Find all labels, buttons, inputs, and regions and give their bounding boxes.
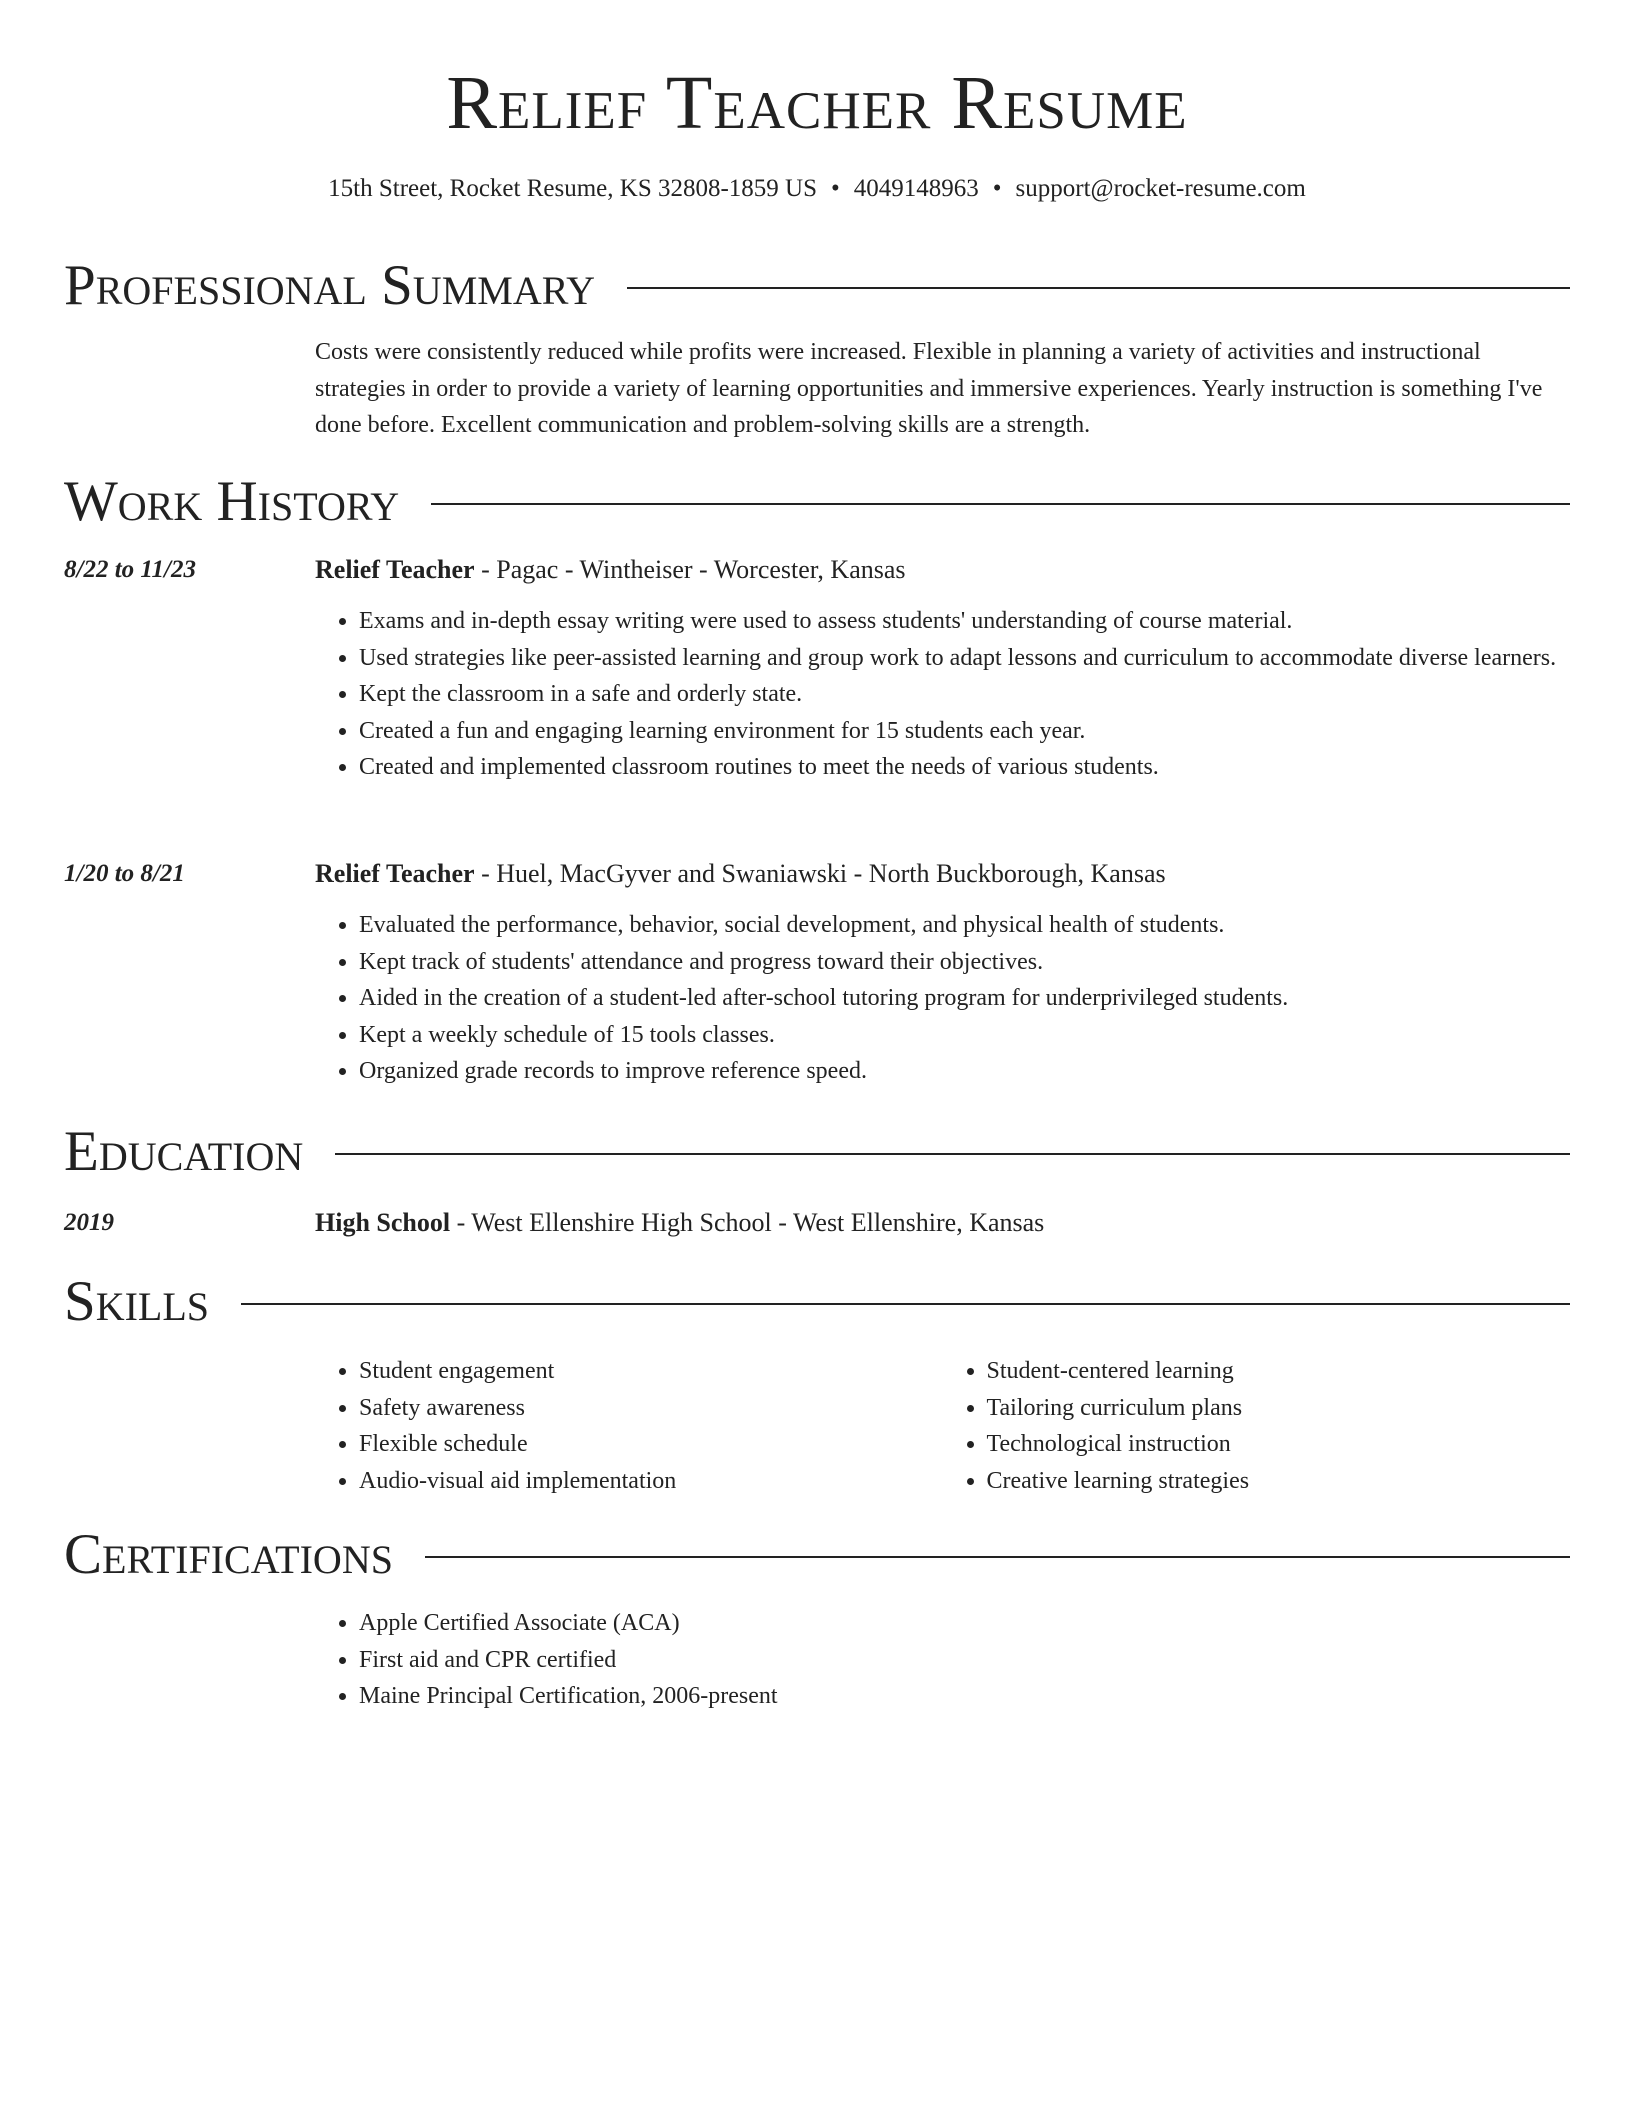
list-item: • Used strategies like peer-assisted learning and group work to adapt lessons and curriculum to accommodate diverse learners.: [359, 640, 1570, 677]
job-dates: 8/22 to 11/23: [64, 556, 196, 583]
job-heading: [315, 553, 1570, 587]
job-employer: - Pagac - Wintheiser - Worcester, Kansas: [474, 555, 906, 584]
education-entry: [315, 1206, 1570, 1240]
skill-item: • Creative learning strategies: [987, 1463, 1571, 1500]
summary-text: Costs were consistently reduced while profits were increased. Flexible in planning a variety of activities and instructional strategies in order to provide a variety of learning opportunities and immersive experiences. Yearly instruction is something I've done before. Excellent communication and problem-solving skills are a strength.: [315, 339, 1543, 438]
section-divider: [425, 1556, 1570, 1558]
section-header-education: [64, 1120, 1570, 1184]
section-divider: [241, 1303, 1570, 1305]
summary-block: [315, 334, 1570, 444]
job-title: Relief Teacher: [315, 555, 475, 584]
skill-item: • Audio-visual aid implementation: [359, 1463, 943, 1500]
section-title-skills: Skills: [64, 1270, 210, 1333]
job-dates: 1/20 to 8/21: [64, 860, 185, 887]
section-title-certifications: Certifications: [64, 1523, 393, 1586]
certifications-list: [315, 1605, 1570, 1715]
section-header-work: [64, 470, 1570, 534]
contact-email: support@rocket-resume.com: [1015, 175, 1306, 202]
certification-item: • First aid and CPR certified: [359, 1642, 1570, 1679]
section-divider: [627, 287, 1570, 289]
section-divider: [335, 1153, 1570, 1155]
list-item: • Organized grade records to improve reference speed.: [359, 1053, 1570, 1090]
education-heading: [315, 1206, 1570, 1240]
list-item: • Evaluated the performance, behavior, social development, and physical health of students.: [359, 907, 1570, 944]
certification-item: • Maine Principal Certification, 2006-present: [359, 1678, 1570, 1715]
section-title-education: Education: [64, 1120, 304, 1183]
contact-separator: •: [992, 175, 1002, 202]
contact-address: 15th Street, Rocket Resume, KS 32808-1859 US: [328, 175, 818, 202]
job-heading: [315, 857, 1570, 891]
job-employer: - Huel, MacGyver and Swaniawski - North Buckborough, Kansas: [474, 859, 1166, 888]
section-header-summary: [64, 254, 1570, 318]
skills-column-left: [315, 1353, 943, 1499]
section-title-work: Work History: [64, 470, 400, 533]
skills-list: [315, 1353, 1570, 1499]
certifications-block: [315, 1605, 1570, 1715]
contact-phone: 4049148963: [853, 175, 979, 202]
education-degree: High School: [315, 1208, 451, 1237]
section-header-skills: [64, 1270, 1570, 1334]
list-item: • Created and implemented classroom routines to meet the needs of various students.: [359, 749, 1570, 786]
job-bullets: [315, 603, 1570, 786]
education-school: - West Ellenshire High School - West Ellenshire, Kansas: [450, 1208, 1045, 1237]
job-entry: [315, 553, 1570, 786]
skill-item: • Flexible schedule: [359, 1426, 943, 1463]
section-header-certifications: [64, 1523, 1570, 1587]
list-item: • Kept the classroom in a safe and orderly state.: [359, 676, 1570, 713]
job-entry: [315, 857, 1570, 1090]
list-item: • Kept track of students' attendance and progress toward their objectives.: [359, 944, 1570, 981]
list-item: • Kept a weekly schedule of 15 tools classes.: [359, 1017, 1570, 1054]
contact-separator: •: [831, 175, 840, 202]
skill-item: • Student engagement: [359, 1353, 943, 1390]
list-item: • Exams and in-depth essay writing were used to assess students' understanding of course material.: [359, 603, 1570, 640]
contact-line: [64, 172, 1570, 206]
list-item: • Aided in the creation of a student-led after-school tutoring program for underprivileged students.: [359, 980, 1570, 1017]
skill-item: • Technological instruction: [987, 1426, 1571, 1463]
skill-item: • Student-centered learning: [987, 1353, 1571, 1390]
section-title-summary: Professional Summary: [64, 254, 596, 317]
skill-item: • Tailoring curriculum plans: [987, 1390, 1571, 1427]
skills-column-right: [943, 1353, 1571, 1499]
job-title: Relief Teacher: [315, 859, 475, 888]
section-divider: [431, 503, 1570, 505]
certification-item: • Apple Certified Associate (ACA): [359, 1605, 1570, 1642]
job-bullets: [315, 907, 1570, 1090]
education-year: 2019: [64, 1209, 114, 1236]
list-item: • Created a fun and engaging learning environment for 15 students each year.: [359, 713, 1570, 750]
resume-title: Relief Teacher Resume: [446, 61, 1188, 145]
skill-item: • Safety awareness: [359, 1390, 943, 1427]
